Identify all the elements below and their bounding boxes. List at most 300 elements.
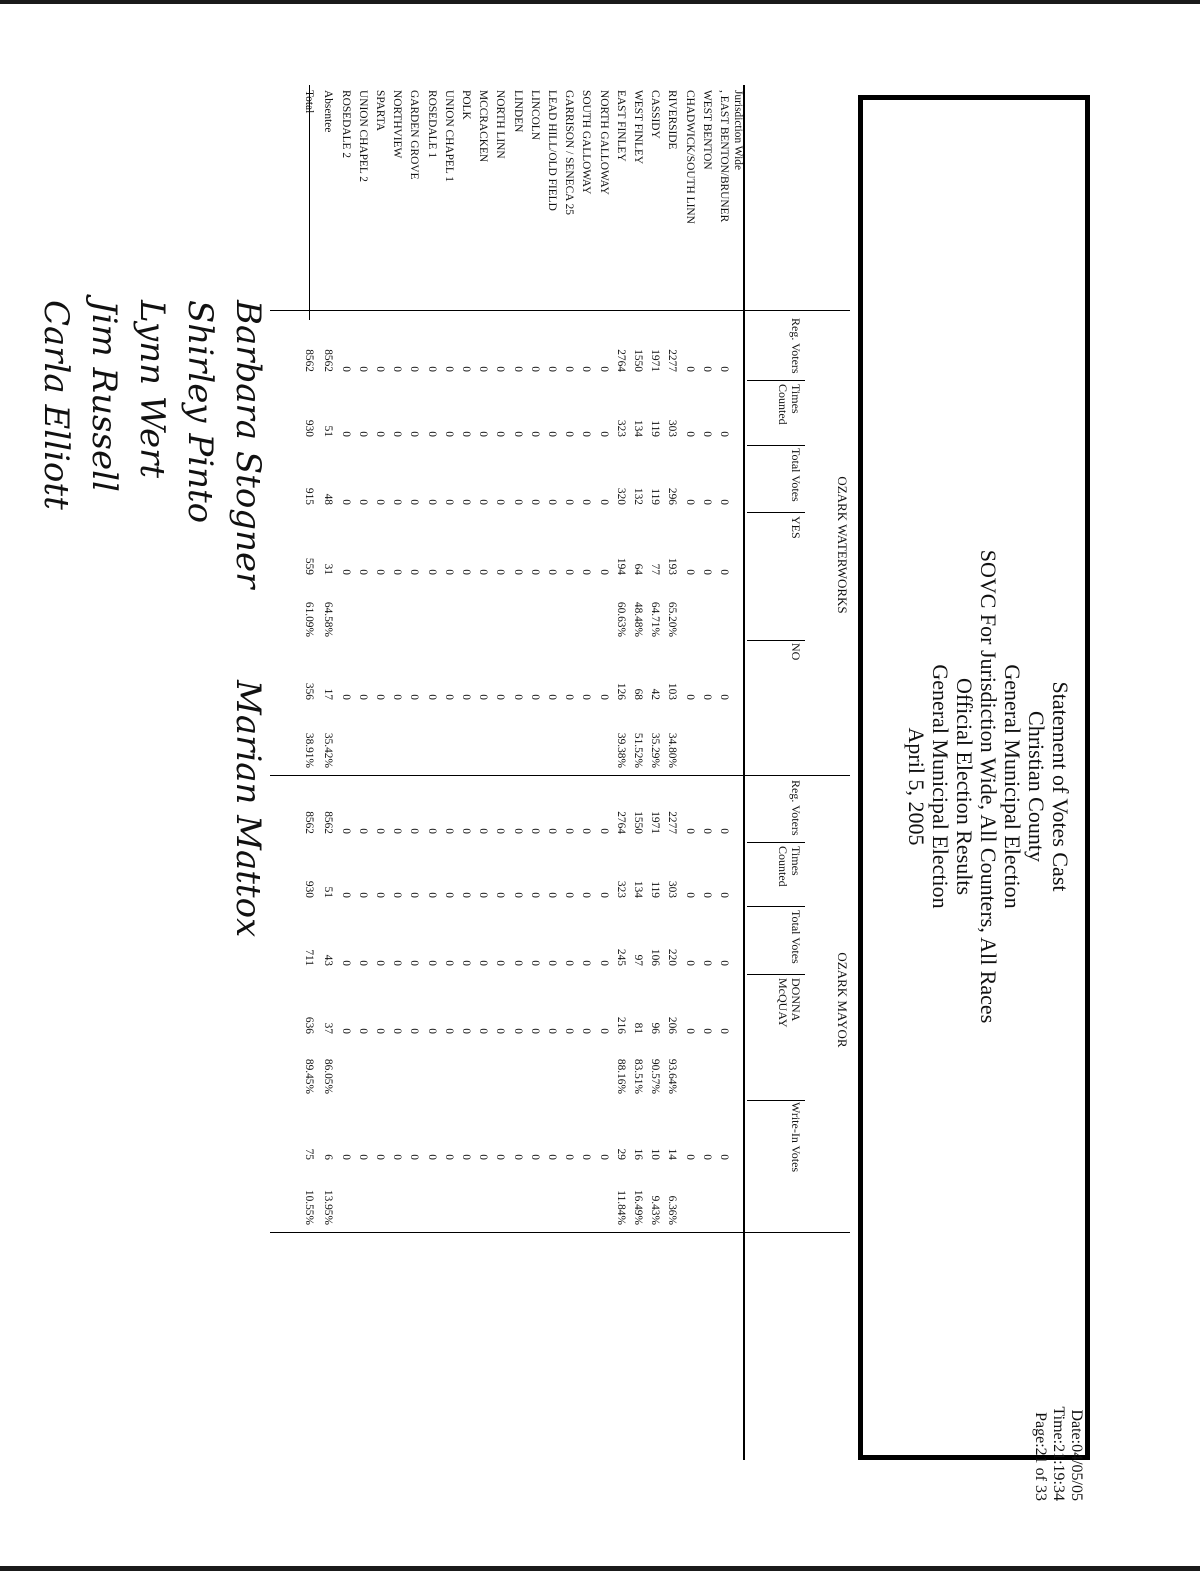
mayor-cell: 0: [511, 892, 524, 898]
waterworks-cell: 0: [597, 569, 610, 575]
mayor-cell: 0: [408, 1154, 421, 1160]
mayor-cell: 0: [700, 1028, 713, 1034]
mayor-cell: 0: [374, 960, 386, 966]
jurisdiction-name: UNION CHAPEL 1: [442, 90, 455, 182]
waterworks-cell: 0: [718, 569, 730, 575]
mayor-cell: 0: [683, 1154, 696, 1160]
mayor-cell: 0: [528, 1028, 541, 1034]
mayor-cell: 0: [356, 892, 369, 898]
mayor-cell: 0: [442, 960, 455, 966]
mayor-cell: 0: [511, 960, 524, 966]
mayor-cell: 0: [460, 892, 472, 898]
waterworks-cell: 0: [425, 569, 438, 575]
mayor-cell: 220: [666, 948, 679, 966]
jurisdiction-name: LINCOLN: [528, 90, 541, 140]
waterworks-cell: 0: [597, 694, 610, 700]
mayor-cell: 0: [477, 828, 490, 834]
waterworks-cell: 0: [718, 366, 730, 372]
col-head-total-votes-mayor: Total Votes: [789, 910, 803, 964]
mayor-cell: 711: [303, 949, 316, 966]
col-head-reg-voters-mayor: Reg. Voters: [789, 780, 803, 836]
waterworks-cell: 0: [442, 366, 455, 372]
signature-1: Barbara Stogner: [228, 300, 268, 589]
waterworks-cell: 0: [700, 569, 713, 575]
mayor-cell: 636: [303, 1016, 316, 1034]
signature-6: Carla Elliott: [36, 300, 76, 510]
waterworks-cell: 323: [614, 419, 627, 437]
mayor-cell: 0: [425, 960, 438, 966]
mayor-cell: 0: [511, 828, 524, 834]
waterworks-cell: 0: [528, 431, 541, 437]
mayor-cell: 0: [511, 1028, 524, 1034]
mayor-cell: 106: [649, 948, 662, 966]
jurisdiction-name: LINDEN: [511, 90, 524, 133]
waterworks-cell: 103: [666, 682, 679, 700]
mayor-cell: 0: [528, 892, 541, 898]
jurisdiction-name: ROSEDALE 1: [425, 90, 438, 159]
waterworks-cell: 0: [494, 569, 507, 575]
col-rule: [747, 445, 805, 446]
mayor-cell: 10.55%: [303, 1189, 316, 1225]
waterworks-cell: 0: [563, 366, 576, 372]
col-head-no: NO: [789, 643, 803, 661]
jurisdiction-name: LEAD HILL/OLD FIELD: [546, 90, 558, 211]
waterworks-cell: 0: [580, 431, 593, 437]
waterworks-cell: 0: [700, 499, 713, 505]
waterworks-cell: 68: [632, 688, 644, 700]
mayor-cell: 0: [494, 828, 507, 834]
waterworks-cell: 0: [597, 499, 610, 505]
jurisdiction-name: WEST FINLEY: [632, 90, 644, 165]
jurisdiction-name: WEST BENTON: [700, 90, 713, 170]
waterworks-cell: 0: [356, 694, 369, 700]
jurisdiction-name: POLK: [460, 90, 472, 120]
mayor-cell: 0: [546, 1154, 558, 1160]
mayor-cell: 0: [580, 960, 593, 966]
col-rule: [747, 640, 805, 641]
results-status: Official Election Results: [952, 677, 977, 896]
mayor-cell: 0: [425, 828, 438, 834]
waterworks-cell: 0: [511, 366, 524, 372]
waterworks-cell: 61.09%: [303, 601, 316, 637]
jurisdiction-name: CHADWICK/SOUTH LINN: [683, 90, 696, 224]
mayor-cell: 0: [580, 1154, 593, 1160]
mayor-cell: 0: [597, 1028, 610, 1034]
waterworks-cell: 0: [374, 431, 386, 437]
waterworks-cell: 8562: [303, 349, 316, 372]
mayor-cell: 0: [494, 892, 507, 898]
waterworks-cell: 0: [408, 569, 421, 575]
waterworks-cell: 0: [442, 569, 455, 575]
report-date: Date:04/05/05: [1068, 1409, 1085, 1501]
mayor-cell: 81: [632, 1022, 644, 1034]
col-head-times-counted-waterworks: Times Counted: [776, 384, 803, 425]
mayor-cell: 0: [339, 892, 352, 898]
col-head-yes: YES: [789, 516, 803, 539]
mayor-cell: 0: [580, 1028, 593, 1034]
jurisdiction-name: Absentee: [322, 90, 335, 133]
mayor-cell: 0: [356, 828, 369, 834]
waterworks-cell: 2277: [666, 349, 679, 372]
jurisdiction-name: GARDEN GROVE: [408, 90, 421, 180]
election-name: General Municipal Election: [1000, 664, 1025, 909]
waterworks-cell: 0: [494, 694, 507, 700]
col-head-reg-voters-waterworks: Reg. Voters: [789, 318, 803, 374]
mayor-cell: 0: [546, 828, 558, 834]
waterworks-cell: 0: [683, 569, 696, 575]
waterworks-cell: 0: [700, 431, 713, 437]
waterworks-cell: 17: [322, 688, 335, 700]
waterworks-cell: 2764: [614, 349, 627, 372]
mayor-cell: 0: [356, 1028, 369, 1034]
col-head-write-in: Write-In Votes: [789, 1102, 803, 1173]
waterworks-cell: 0: [339, 499, 352, 505]
waterworks-cell: 0: [374, 569, 386, 575]
race-name-waterworks: OZARK WATERWORKS: [835, 476, 850, 614]
jurisdiction-name: NORTHVIEW: [391, 90, 404, 159]
waterworks-cell: 0: [460, 431, 472, 437]
waterworks-cell: 0: [408, 431, 421, 437]
waterworks-cell: 559: [303, 557, 316, 575]
waterworks-cell: 0: [580, 694, 593, 700]
jurisdiction-name: SPARTA: [374, 90, 386, 132]
mayor-cell: 1550: [632, 811, 644, 834]
mayor-cell: 0: [683, 960, 696, 966]
waterworks-cell: 0: [546, 694, 558, 700]
waterworks-cell: 0: [339, 366, 352, 372]
waterworks-cell: 0: [460, 366, 472, 372]
waterworks-cell: 0: [597, 366, 610, 372]
waterworks-cell: 35.42%: [322, 732, 335, 768]
mayor-cell: 6: [322, 1154, 335, 1160]
mayor-cell: 0: [580, 892, 593, 898]
mayor-cell: 8562: [322, 811, 335, 834]
signature-4: Lynn Wert: [132, 300, 172, 479]
waterworks-cell: 0: [374, 694, 386, 700]
table-right-rule: [270, 1232, 850, 1233]
mayor-cell: 11.84%: [614, 1190, 627, 1225]
waterworks-cell: 0: [563, 569, 576, 575]
jurisdiction-name: CASSIDY: [649, 90, 662, 139]
election-date: April 5, 2005: [904, 727, 929, 846]
mayor-cell: 0: [683, 892, 696, 898]
mayor-cell: 83.51%: [632, 1058, 644, 1094]
mayor-cell: 216: [614, 1016, 627, 1034]
mayor-cell: 0: [408, 892, 421, 898]
mayor-cell: 0: [477, 892, 490, 898]
mayor-cell: 0: [391, 1154, 404, 1160]
mayor-cell: 75: [303, 1148, 316, 1160]
jurisdiction-name: , EAST BENTON/BRUNER: [718, 90, 730, 223]
mayor-cell: 206: [666, 1016, 679, 1034]
waterworks-cell: 0: [425, 431, 438, 437]
waterworks-cell: 0: [494, 366, 507, 372]
mayor-cell: 0: [408, 960, 421, 966]
mayor-cell: 0: [718, 960, 730, 966]
mayor-cell: 0: [339, 960, 352, 966]
mayor-cell: 0: [460, 1154, 472, 1160]
mayor-cell: 0: [563, 892, 576, 898]
jurisdiction-name: ROSEDALE 2: [339, 90, 352, 159]
waterworks-cell: 0: [494, 499, 507, 505]
jurisdiction-name: UNION CHAPEL 2: [356, 90, 369, 182]
waterworks-cell: 0: [374, 366, 386, 372]
waterworks-cell: 296: [666, 487, 679, 505]
mayor-cell: 930: [303, 880, 316, 898]
mayor-cell: 0: [356, 960, 369, 966]
waterworks-cell: 51.52%: [632, 732, 644, 768]
waterworks-cell: 0: [460, 694, 472, 700]
waterworks-cell: 0: [546, 569, 558, 575]
mayor-cell: 0: [700, 1154, 713, 1160]
jurisdiction-name: GARRISON / SENECA 25: [563, 90, 576, 215]
mayor-cell: 0: [442, 892, 455, 898]
col-rule: [747, 842, 805, 843]
mayor-cell: 0: [408, 1028, 421, 1034]
waterworks-cell: 915: [303, 487, 316, 505]
waterworks-cell: 320: [614, 487, 627, 505]
mayor-cell: 0: [563, 1154, 576, 1160]
waterworks-cell: 0: [718, 499, 730, 505]
mayor-cell: 51: [322, 886, 335, 898]
col-rule: [747, 1100, 805, 1101]
mayor-cell: 0: [391, 828, 404, 834]
mayor-cell: 0: [718, 892, 730, 898]
mayor-cell: 8562: [303, 811, 316, 834]
report-title: Statement of Votes Cast: [1048, 681, 1073, 892]
waterworks-cell: 132: [632, 487, 644, 505]
jurisdiction-name: NORTH LINN: [494, 90, 507, 159]
waterworks-cell: 119: [649, 488, 662, 505]
mayor-cell: 14: [666, 1148, 679, 1160]
waterworks-cell: 0: [528, 694, 541, 700]
mayor-cell: 0: [477, 960, 490, 966]
waterworks-cell: 0: [511, 431, 524, 437]
waterworks-cell: 0: [528, 499, 541, 505]
mayor-cell: 119: [649, 881, 662, 898]
waterworks-cell: 0: [442, 694, 455, 700]
waterworks-cell: 0: [408, 366, 421, 372]
mayor-cell: 134: [632, 880, 644, 898]
mayor-cell: 0: [528, 960, 541, 966]
mayor-cell: 0: [442, 1154, 455, 1160]
waterworks-cell: 0: [563, 499, 576, 505]
mayor-cell: 96: [649, 1022, 662, 1034]
waterworks-cell: 0: [683, 694, 696, 700]
mayor-cell: 0: [563, 1028, 576, 1034]
waterworks-cell: 0: [700, 694, 713, 700]
waterworks-cell: 0: [580, 569, 593, 575]
mayor-cell: 89.45%: [303, 1058, 316, 1094]
waterworks-cell: 0: [683, 499, 696, 505]
mayor-cell: 16: [632, 1148, 644, 1160]
waterworks-cell: 48.48%: [632, 601, 644, 637]
mayor-cell: 245: [614, 948, 627, 966]
waterworks-cell: 0: [580, 499, 593, 505]
waterworks-cell: 0: [563, 431, 576, 437]
waterworks-cell: 0: [425, 499, 438, 505]
mayor-cell: 0: [339, 1028, 352, 1034]
col-rule: [747, 512, 805, 513]
waterworks-cell: 0: [511, 499, 524, 505]
waterworks-cell: 0: [683, 366, 696, 372]
waterworks-cell: 0: [442, 499, 455, 505]
jurisdiction-name: RIVERSIDE: [666, 90, 679, 150]
mayor-cell: 86.05%: [322, 1058, 335, 1094]
waterworks-cell: 48: [322, 493, 335, 505]
county-name: Christian County: [1024, 711, 1049, 862]
waterworks-cell: 0: [356, 366, 369, 372]
mayor-cell: 0: [597, 828, 610, 834]
mayor-cell: 0: [563, 828, 576, 834]
col-head-times-counted-mayor: Times Counted: [776, 846, 803, 887]
mayor-cell: 0: [683, 1028, 696, 1034]
waterworks-cell: 0: [391, 431, 404, 437]
mayor-cell: 0: [546, 892, 558, 898]
table-left-rule: [270, 310, 850, 311]
col-head-donna-mcquay: DONNA McQUAY: [776, 978, 803, 1028]
mayor-cell: 16.49%: [632, 1189, 644, 1225]
mayor-cell: 1971: [649, 811, 662, 834]
waterworks-cell: 38.91%: [303, 732, 316, 768]
waterworks-cell: 0: [391, 569, 404, 575]
mayor-cell: 0: [374, 1154, 386, 1160]
waterworks-cell: 31: [322, 563, 335, 575]
mayor-cell: 97: [632, 954, 644, 966]
waterworks-cell: 134: [632, 419, 644, 437]
waterworks-cell: 1971: [649, 349, 662, 372]
signature-2: Marian Mattox: [228, 680, 268, 938]
waterworks-cell: 0: [460, 569, 472, 575]
mayor-cell: 0: [374, 892, 386, 898]
mayor-cell: 0: [494, 1154, 507, 1160]
waterworks-cell: 8562: [322, 349, 335, 372]
waterworks-cell: 77: [649, 563, 662, 575]
mayor-cell: 0: [442, 828, 455, 834]
waterworks-cell: 194: [614, 557, 627, 575]
mayor-cell: 0: [700, 892, 713, 898]
mayor-cell: 0: [408, 828, 421, 834]
waterworks-cell: 0: [391, 499, 404, 505]
mayor-cell: 0: [391, 892, 404, 898]
waterworks-cell: 0: [356, 569, 369, 575]
waterworks-cell: 0: [425, 366, 438, 372]
report-time: Time:21:19:34: [1050, 1406, 1067, 1501]
waterworks-cell: 0: [408, 499, 421, 505]
jurisdiction-name: Total: [303, 90, 316, 114]
mayor-cell: 0: [391, 960, 404, 966]
waterworks-cell: 0: [356, 431, 369, 437]
waterworks-cell: 0: [511, 694, 524, 700]
waterworks-cell: 0: [718, 431, 730, 437]
mayor-cell: 6.36%: [666, 1195, 679, 1225]
waterworks-cell: 0: [477, 569, 490, 575]
mayor-cell: 0: [546, 1028, 558, 1034]
mayor-cell: 10: [649, 1148, 662, 1160]
report-page-number: Page:21 of 33: [1032, 1412, 1049, 1501]
mayor-cell: 43: [322, 954, 335, 966]
waterworks-cell: 0: [597, 431, 610, 437]
mayor-cell: 0: [425, 1028, 438, 1034]
waterworks-cell: 0: [460, 499, 472, 505]
report-scope: SOVC For Jurisdiction Wide, All Counters, All Races: [976, 549, 1001, 1024]
mayor-cell: 0: [460, 1028, 472, 1034]
mayor-cell: 0: [425, 1154, 438, 1160]
mayor-cell: 0: [597, 892, 610, 898]
waterworks-cell: 0: [408, 694, 421, 700]
col-rule: [747, 380, 805, 381]
waterworks-cell: 42: [649, 688, 662, 700]
mayor-cell: 0: [374, 1028, 386, 1034]
waterworks-cell: 0: [477, 366, 490, 372]
mayor-cell: 0: [477, 1028, 490, 1034]
waterworks-cell: 35.29%: [649, 732, 662, 768]
jurisdiction-name: MCCRACKEN: [477, 90, 490, 163]
waterworks-cell: 0: [580, 366, 593, 372]
jurisdiction-name: SOUTH GALLOWAY: [580, 90, 593, 195]
mayor-cell: 37: [322, 1022, 335, 1034]
waterworks-cell: 0: [528, 569, 541, 575]
race-name-mayor: OZARK MAYOR: [835, 952, 850, 1048]
waterworks-cell: 0: [391, 694, 404, 700]
mayor-cell: 0: [580, 828, 593, 834]
mayor-cell: 0: [700, 960, 713, 966]
waterworks-cell: 356: [303, 682, 316, 700]
waterworks-cell: 0: [477, 499, 490, 505]
mayor-cell: 0: [528, 828, 541, 834]
waterworks-cell: 1550: [632, 349, 644, 372]
mayor-cell: 0: [477, 1154, 490, 1160]
mayor-cell: 29: [614, 1148, 627, 1160]
mayor-cell: 0: [374, 828, 386, 834]
jurisdiction-wide-label: Jurisdiction Wide: [732, 90, 744, 171]
mayor-cell: 0: [563, 960, 576, 966]
mayor-cell: 0: [511, 1154, 524, 1160]
mayor-cell: 0: [494, 1028, 507, 1034]
waterworks-cell: 0: [339, 694, 352, 700]
waterworks-cell: 0: [718, 694, 730, 700]
mayor-cell: 0: [718, 1154, 730, 1160]
waterworks-cell: 119: [649, 420, 662, 437]
waterworks-cell: 64.58%: [322, 601, 335, 637]
col-head-total-votes-waterworks: Total Votes: [789, 448, 803, 502]
mayor-cell: 0: [356, 1154, 369, 1160]
mayor-cell: 0: [700, 828, 713, 834]
waterworks-cell: 0: [477, 431, 490, 437]
jurisdiction-name: EAST FINLEY: [614, 90, 627, 162]
waterworks-cell: 303: [666, 419, 679, 437]
waterworks-cell: 39.38%: [614, 732, 627, 768]
election-type: General Municipal Election: [928, 664, 953, 909]
waterworks-cell: 193: [666, 557, 679, 575]
waterworks-cell: 0: [546, 431, 558, 437]
mayor-cell: 0: [597, 960, 610, 966]
mayor-cell: 0: [494, 960, 507, 966]
col-rule: [747, 974, 805, 975]
waterworks-cell: 0: [563, 694, 576, 700]
waterworks-cell: 34.80%: [666, 732, 679, 768]
waterworks-cell: 0: [339, 431, 352, 437]
waterworks-cell: 51: [322, 425, 335, 437]
waterworks-cell: 0: [546, 366, 558, 372]
mayor-cell: 0: [339, 1154, 352, 1160]
signature-3: Shirley Pinto: [180, 300, 220, 524]
waterworks-cell: 0: [374, 499, 386, 505]
signature-5: Jim Russell: [84, 300, 124, 492]
waterworks-cell: 0: [339, 569, 352, 575]
waterworks-cell: 0: [511, 569, 524, 575]
mayor-cell: 0: [718, 828, 730, 834]
